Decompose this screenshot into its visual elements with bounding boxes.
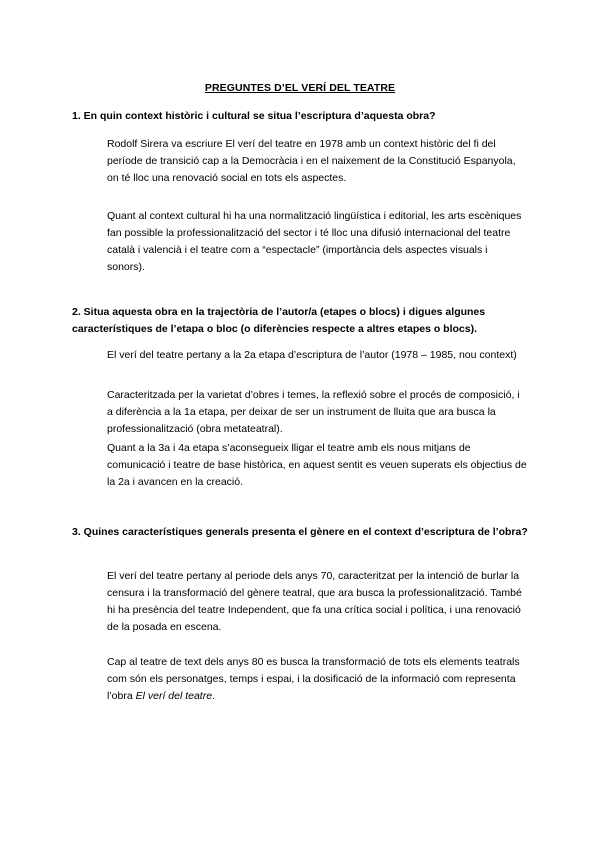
- answer-2-paragraph-3: Quant a la 3a i 4a etapa s’aconsegueix lligar el teatre amb els nous mitjans de comunicació i teatre de base històrica, en aquest sentit es veuen superats els objectius de la 2a i avancen en la creació.: [107, 442, 527, 488]
- document-title: PREGUNTES D’EL VERÍ DEL TEATRE: [204, 82, 396, 94]
- answer-1-paragraph-1: Rodolf Sirera va escriure El verí del teatre en 1978 amb un context històric del fi del període de transició cap a la Democràcia i en el naixement de la Constitució Espanyola, on té lloc una renovació social en tots els aspectes.: [107, 138, 516, 184]
- answer-2-paragraph-1: El verí del teatre pertany a la 2a etapa d’escriptura de l’autor (1978 – 1985, nou context): [107, 349, 517, 361]
- answer-3-paragraph-1: El verí del teatre pertany al periode dels anys 70, caracteritzat per la intenció de burlar la censura i la transformació del gènere teatral, que ara busca la professionalització. També hi ha presència del teatre Independent, que fa una crítica social i política, i una renovació de la posada en escena.: [107, 570, 522, 633]
- question-1: 1. En quin context històric i cultural se situa l’escriptura d’aquesta obra?: [72, 110, 436, 122]
- question-2: 2. Situa aquesta obra en la trajectòria de l’autor/a (etapes o blocs) i digues algunes característiques de l’etapa o bloc (o diferències respecte a altres etapes o blocs).: [72, 306, 486, 335]
- answer-3-paragraph-2: [107, 654, 527, 705]
- answer-2-paragraph-2: Caracteritzada per la varietat d’obres i temes, la reflexió sobre el procés de composició, i a diferència a la 1a etapa, per deixar de ser un instrument de lluita que ara busca la professionalització (obra metateatral).: [107, 389, 520, 435]
- answer-3-paragraph-2-end: .: [212, 690, 215, 702]
- work-title-italic: El verí del teatre: [135, 690, 213, 702]
- answer-3-paragraph-2-text: Cap al teatre de text dels anys 80 es busca la transformació de tots els elements teatrals com són els personatges, temps i espai, i la dosificació de la informació com representa l’obra: [107, 656, 520, 702]
- answer-1-paragraph-2: Quant al context cultural hi ha una normalització lingüística i editorial, les arts escèniques fan possible la professionalització del sector i té lloc una difusió internacional del teatre català i valencià i el teatre com a “espectacle” (importància dels aspectes visuals i sonors).: [107, 210, 522, 273]
- question-3: 3. Quines característiques generals presenta el gènere en el context d’escriptura de l’obra?: [72, 526, 528, 538]
